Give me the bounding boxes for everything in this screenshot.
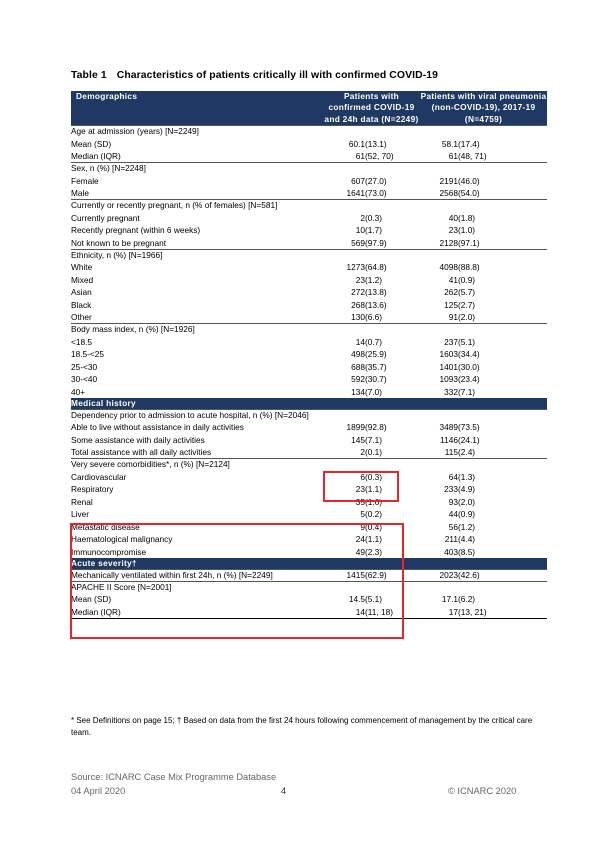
group-label-row xyxy=(71,409,547,421)
section-header-label: Medical history xyxy=(71,398,547,410)
covid-percent: (1.6) xyxy=(365,496,383,507)
viral-percent: (54.0) xyxy=(458,188,480,199)
viral-percent: (88.8) xyxy=(458,262,480,273)
viral-count: 4098 xyxy=(439,262,459,273)
covid-count: 130 xyxy=(351,312,365,323)
group-label-row xyxy=(71,324,547,336)
viral-count: 403 xyxy=(444,546,459,557)
covid-count: 592 xyxy=(351,374,365,385)
viral-percent: (7.1) xyxy=(458,386,476,397)
empty-cell xyxy=(323,126,365,138)
covid-percent: (73.0) xyxy=(365,188,387,199)
footer-source: Source: ICNARC Case Mix Programme Database xyxy=(71,772,277,782)
viral-percent: (5.7) xyxy=(458,287,476,298)
group-label: Sex, n (%) [N=2248] xyxy=(71,163,323,175)
covid-percent: (62.9) xyxy=(365,569,420,581)
viral-percent: (0.9) xyxy=(458,274,476,285)
empty-cell xyxy=(365,409,420,421)
table-row xyxy=(71,483,547,496)
covid-count: 60.1 xyxy=(348,138,365,149)
empty-cell xyxy=(458,249,547,261)
table-row xyxy=(71,174,547,187)
covid-count: 14.5 xyxy=(348,594,365,605)
highlight-box-comorbidities xyxy=(70,523,404,639)
row-label: Male xyxy=(71,188,89,199)
covid-percent: (13.1) xyxy=(365,138,387,149)
covid-count: 49 xyxy=(355,546,365,557)
viral-count: 64 xyxy=(448,471,459,482)
viral-count: 332 xyxy=(444,386,459,397)
section-header-label: Acute severity† xyxy=(71,558,547,570)
covid-percent: (0.4) xyxy=(365,521,383,532)
covid-percent: (35.7) xyxy=(365,361,387,372)
covid-count: 569 xyxy=(351,237,365,248)
viral-percent: (1.2) xyxy=(458,521,476,532)
row-label: Some assistance with daily activities xyxy=(71,434,205,445)
empty-cell xyxy=(323,409,365,421)
empty-cell xyxy=(323,200,365,212)
row-label: Currently pregnant xyxy=(71,212,140,223)
table-number: Table 1 xyxy=(71,70,107,81)
viral-count: 2568 xyxy=(439,188,459,199)
viral-count: 1146 xyxy=(440,434,459,445)
empty-cell xyxy=(365,249,420,261)
table-title xyxy=(71,70,438,81)
viral-percent: (30.0) xyxy=(458,361,480,372)
covid-count: 1899 xyxy=(346,422,365,433)
viral-count: 23 xyxy=(448,225,459,236)
empty-cell xyxy=(420,409,458,421)
covid-count: 23 xyxy=(355,484,365,495)
empty-cell xyxy=(458,581,547,593)
group-label: Ethnicity, n (%) [N=1966] xyxy=(71,249,323,261)
group-label-row xyxy=(71,249,547,261)
viral-percent: (1.0) xyxy=(458,225,476,236)
covid-count: 10 xyxy=(355,225,365,236)
viral-percent: (1.8) xyxy=(458,212,476,223)
covid-percent: (52, 70) xyxy=(365,151,394,162)
table-footnote: * See Definitions on page 15; † Based on data from the first 24 hours following commencement of management by the critical care team. xyxy=(71,716,533,738)
table-row xyxy=(71,150,547,163)
covid-percent: (0.7) xyxy=(365,336,383,347)
row-label: Recently pregnant (within 6 weeks) xyxy=(71,225,201,236)
covid-percent: (1.1) xyxy=(365,534,383,545)
viral-percent: (2.0) xyxy=(458,496,476,507)
table-row xyxy=(71,446,547,459)
table-row xyxy=(71,433,547,446)
row-label: Liver xyxy=(71,509,89,520)
row-label: Respiratory xyxy=(71,484,114,495)
empty-cell xyxy=(323,324,365,336)
covid-count: 272 xyxy=(351,287,365,298)
viral-percent: (23.4) xyxy=(458,374,480,385)
viral-percent: (4.4) xyxy=(458,534,476,545)
covid-count: 688 xyxy=(351,361,365,372)
covid-count: 14 xyxy=(323,605,365,618)
viral-count: 233 xyxy=(444,484,459,495)
covid-percent: (0.3) xyxy=(365,471,383,482)
viral-count: 91 xyxy=(448,312,459,323)
table-row xyxy=(71,286,547,299)
covid-percent: (92.8) xyxy=(365,422,387,433)
covid-count: 1415 xyxy=(323,569,365,581)
footer-copyright: © ICNARC 2020 xyxy=(448,786,517,796)
table-row xyxy=(71,495,547,508)
covid-percent: (97.9) xyxy=(365,237,387,248)
viral-count: 1093 xyxy=(439,374,459,385)
covid-percent: (7.0) xyxy=(365,386,383,397)
empty-cell xyxy=(420,581,458,593)
empty-cell xyxy=(420,126,458,138)
viral-percent: (5.1) xyxy=(458,336,476,347)
covid-count: 134 xyxy=(351,386,365,397)
viral-count: 262 xyxy=(444,287,459,298)
viral-count: 41 xyxy=(448,274,459,285)
table-row xyxy=(71,224,547,237)
viral-count: 3489 xyxy=(439,422,459,433)
covid-count: 23 xyxy=(355,274,365,285)
group-label-row xyxy=(71,459,547,471)
covid-percent: (1.7) xyxy=(365,225,383,236)
covid-count: 35 xyxy=(355,496,365,507)
table-row xyxy=(71,137,547,150)
viral-percent: (1.3) xyxy=(458,471,476,482)
group-label-row xyxy=(71,200,547,212)
row-label: <18.5 xyxy=(71,336,92,347)
viral-percent: (46.0) xyxy=(458,175,480,186)
empty-cell xyxy=(420,324,458,336)
table-row xyxy=(71,335,547,348)
empty-cell xyxy=(365,126,420,138)
viral-count: 237 xyxy=(444,336,459,347)
table-row xyxy=(71,236,547,249)
empty-cell xyxy=(365,200,420,212)
empty-cell xyxy=(323,163,365,175)
table-row xyxy=(71,508,547,521)
table-row xyxy=(71,311,547,324)
empty-cell xyxy=(458,459,547,471)
viral-count: 2128 xyxy=(439,237,459,248)
group-label: Age at admission (years) [N=2249] xyxy=(71,126,323,138)
highlight-box-independent-living xyxy=(323,471,399,502)
covid-percent: (7.1) xyxy=(365,434,383,445)
viral-percent: (2.7) xyxy=(458,299,476,310)
viral-count: 44 xyxy=(448,509,459,520)
table-row xyxy=(71,187,547,200)
covid-percent: (11, 18) xyxy=(365,605,420,618)
covid-count: 1273 xyxy=(346,262,365,273)
section-header-row xyxy=(71,398,547,410)
row-label: Median (IQR) xyxy=(71,151,121,162)
covid-count: 145 xyxy=(351,434,365,445)
table-row xyxy=(71,211,547,224)
empty-cell xyxy=(365,324,420,336)
viral-percent: (48, 71) xyxy=(458,151,487,162)
row-label: Total assistance with all daily activities xyxy=(71,447,212,458)
row-label: 18.5-<25 xyxy=(71,349,104,360)
table-row xyxy=(71,470,547,483)
covid-percent: (6.6) xyxy=(365,312,383,323)
covid-percent: (0.3) xyxy=(365,212,383,223)
group-label: Body mass index, n (%) [N=1926] xyxy=(71,324,323,336)
row-label: 40+ xyxy=(71,386,86,397)
row-label: Mean (SD) xyxy=(71,138,112,149)
viral-percent: (34.4) xyxy=(458,349,480,360)
row-label: Asian xyxy=(71,287,92,298)
viral-count: 115 xyxy=(444,447,459,458)
covid-percent: (30.7) xyxy=(365,374,387,385)
viral-percent: (4.9) xyxy=(458,484,476,495)
row-label: Renal xyxy=(71,496,93,507)
empty-cell xyxy=(420,200,458,212)
table-row xyxy=(71,273,547,286)
table-row xyxy=(71,421,547,434)
table-row xyxy=(71,348,547,361)
group-label-row xyxy=(71,163,547,175)
viral-count: 40 xyxy=(448,212,459,223)
empty-cell xyxy=(365,163,420,175)
viral-count: 93 xyxy=(448,496,459,507)
group-label: Dependency prior to admission to acute hospital, n (%) [N=2046] xyxy=(71,409,323,421)
covid-count: 2 xyxy=(360,212,365,223)
covid-count: 24 xyxy=(355,534,365,545)
row-label: Other xyxy=(71,312,92,323)
covid-count: 607 xyxy=(351,175,365,186)
row-label: Median (IQR) xyxy=(71,605,323,618)
viral-percent: (13, 21) xyxy=(458,605,547,618)
table-title-text: Characteristics of patients critically ill with confirmed COVID-19 xyxy=(116,70,439,81)
viral-count: 17.1 xyxy=(441,594,459,605)
viral-count: 2191 xyxy=(439,175,459,186)
viral-count: 56 xyxy=(448,521,459,532)
row-label: Female xyxy=(71,175,99,186)
table-row xyxy=(71,261,547,274)
empty-cell xyxy=(458,163,547,175)
viral-count: 125 xyxy=(444,299,459,310)
viral-count: 1401 xyxy=(439,361,459,372)
row-label: Haematological malignancy xyxy=(71,534,173,545)
empty-cell xyxy=(458,324,547,336)
table-row xyxy=(71,360,547,373)
empty-cell xyxy=(323,249,365,261)
row-label: 25-<30 xyxy=(71,361,98,372)
row-label: Metastatic disease xyxy=(71,521,140,532)
viral-count: 17 xyxy=(420,605,458,618)
table-row xyxy=(71,373,547,386)
empty-cell xyxy=(458,126,547,138)
empty-cell xyxy=(420,249,458,261)
row-label: Immunocompromise xyxy=(71,546,147,557)
viral-percent: (73.5) xyxy=(458,422,480,433)
viral-percent: (2.4) xyxy=(458,447,476,458)
covid-count: 61 xyxy=(355,151,365,162)
viral-percent: (24.1) xyxy=(458,434,480,445)
covid-percent: (1.2) xyxy=(365,274,383,285)
row-label: Mechanically ventilated within first 24h, n (%) [N=2249] xyxy=(71,569,323,581)
covid-count: 2 xyxy=(360,447,365,458)
empty-cell xyxy=(365,459,420,471)
group-label: APACHE II Score [N=2001] xyxy=(71,581,323,593)
viral-percent: (17.4) xyxy=(458,138,480,149)
row-label: Able to live without assistance in daily activities xyxy=(71,422,244,433)
covid-percent: (2.3) xyxy=(365,546,383,557)
group-label: Currently or recently pregnant, n (% of females) [N=581] xyxy=(71,200,323,212)
covid-percent: (13.8) xyxy=(365,287,387,298)
covid-percent: (1.1) xyxy=(365,484,383,495)
viral-percent: (42.6) xyxy=(458,569,547,581)
row-label: Not known to be pregnant xyxy=(71,237,167,248)
viral-count: 1603 xyxy=(439,349,459,360)
table-row xyxy=(71,298,547,311)
group-label: Very severe comorbidities*, n (%) [N=2124] xyxy=(71,459,323,471)
covid-count: 498 xyxy=(351,349,365,360)
viral-count: 2023 xyxy=(420,569,458,581)
covid-count: 14 xyxy=(355,336,365,347)
footer-date: 04 April 2020 xyxy=(71,786,126,796)
viral-count: 61 xyxy=(448,151,459,162)
empty-cell xyxy=(323,459,365,471)
viral-count: 58.1 xyxy=(441,138,459,149)
group-label-row xyxy=(71,126,547,138)
covid-count: 5 xyxy=(360,509,365,520)
column-header-demographics: Demographics xyxy=(71,91,323,126)
viral-percent: (6.2) xyxy=(458,594,476,605)
covid-count: 9 xyxy=(360,521,365,532)
row-label: Black xyxy=(71,299,92,310)
viral-percent: (97.1) xyxy=(458,237,480,248)
covid-count: 268 xyxy=(351,299,365,310)
row-label: Mixed xyxy=(71,274,94,285)
viral-percent: (8.5) xyxy=(458,546,476,557)
row-label: 30-<40 xyxy=(71,374,98,385)
column-header-viral-pneumonia: Patients with viral pneumonia (non-COVID-19), 2017-19 (N=4759) xyxy=(420,91,547,124)
covid-count: 1641 xyxy=(346,188,365,199)
empty-cell xyxy=(420,163,458,175)
empty-cell xyxy=(458,200,547,212)
row-label: Cardiovascular xyxy=(71,471,127,482)
viral-count: 211 xyxy=(444,534,459,545)
covid-percent: (0.1) xyxy=(365,447,383,458)
table-header-row xyxy=(71,91,547,126)
covid-percent: (25.9) xyxy=(365,349,387,360)
page-number: 4 xyxy=(281,786,287,796)
row-label: Mean (SD) xyxy=(71,594,112,605)
covid-count: 6 xyxy=(360,471,365,482)
viral-percent: (2.0) xyxy=(458,312,476,323)
covid-percent: (27.0) xyxy=(365,175,387,186)
empty-cell xyxy=(420,459,458,471)
empty-cell xyxy=(458,409,547,421)
table-row xyxy=(71,385,547,398)
viral-percent: (0.9) xyxy=(458,509,476,520)
covid-percent: (13.6) xyxy=(365,299,387,310)
covid-percent: (5.1) xyxy=(365,594,383,605)
row-label: White xyxy=(71,262,93,273)
covid-percent: (64.8) xyxy=(365,262,387,273)
covid-percent: (0.2) xyxy=(365,509,383,520)
column-header-covid: Patients with confirmed COVID-19 and 24h data (N=2249) xyxy=(324,91,419,124)
